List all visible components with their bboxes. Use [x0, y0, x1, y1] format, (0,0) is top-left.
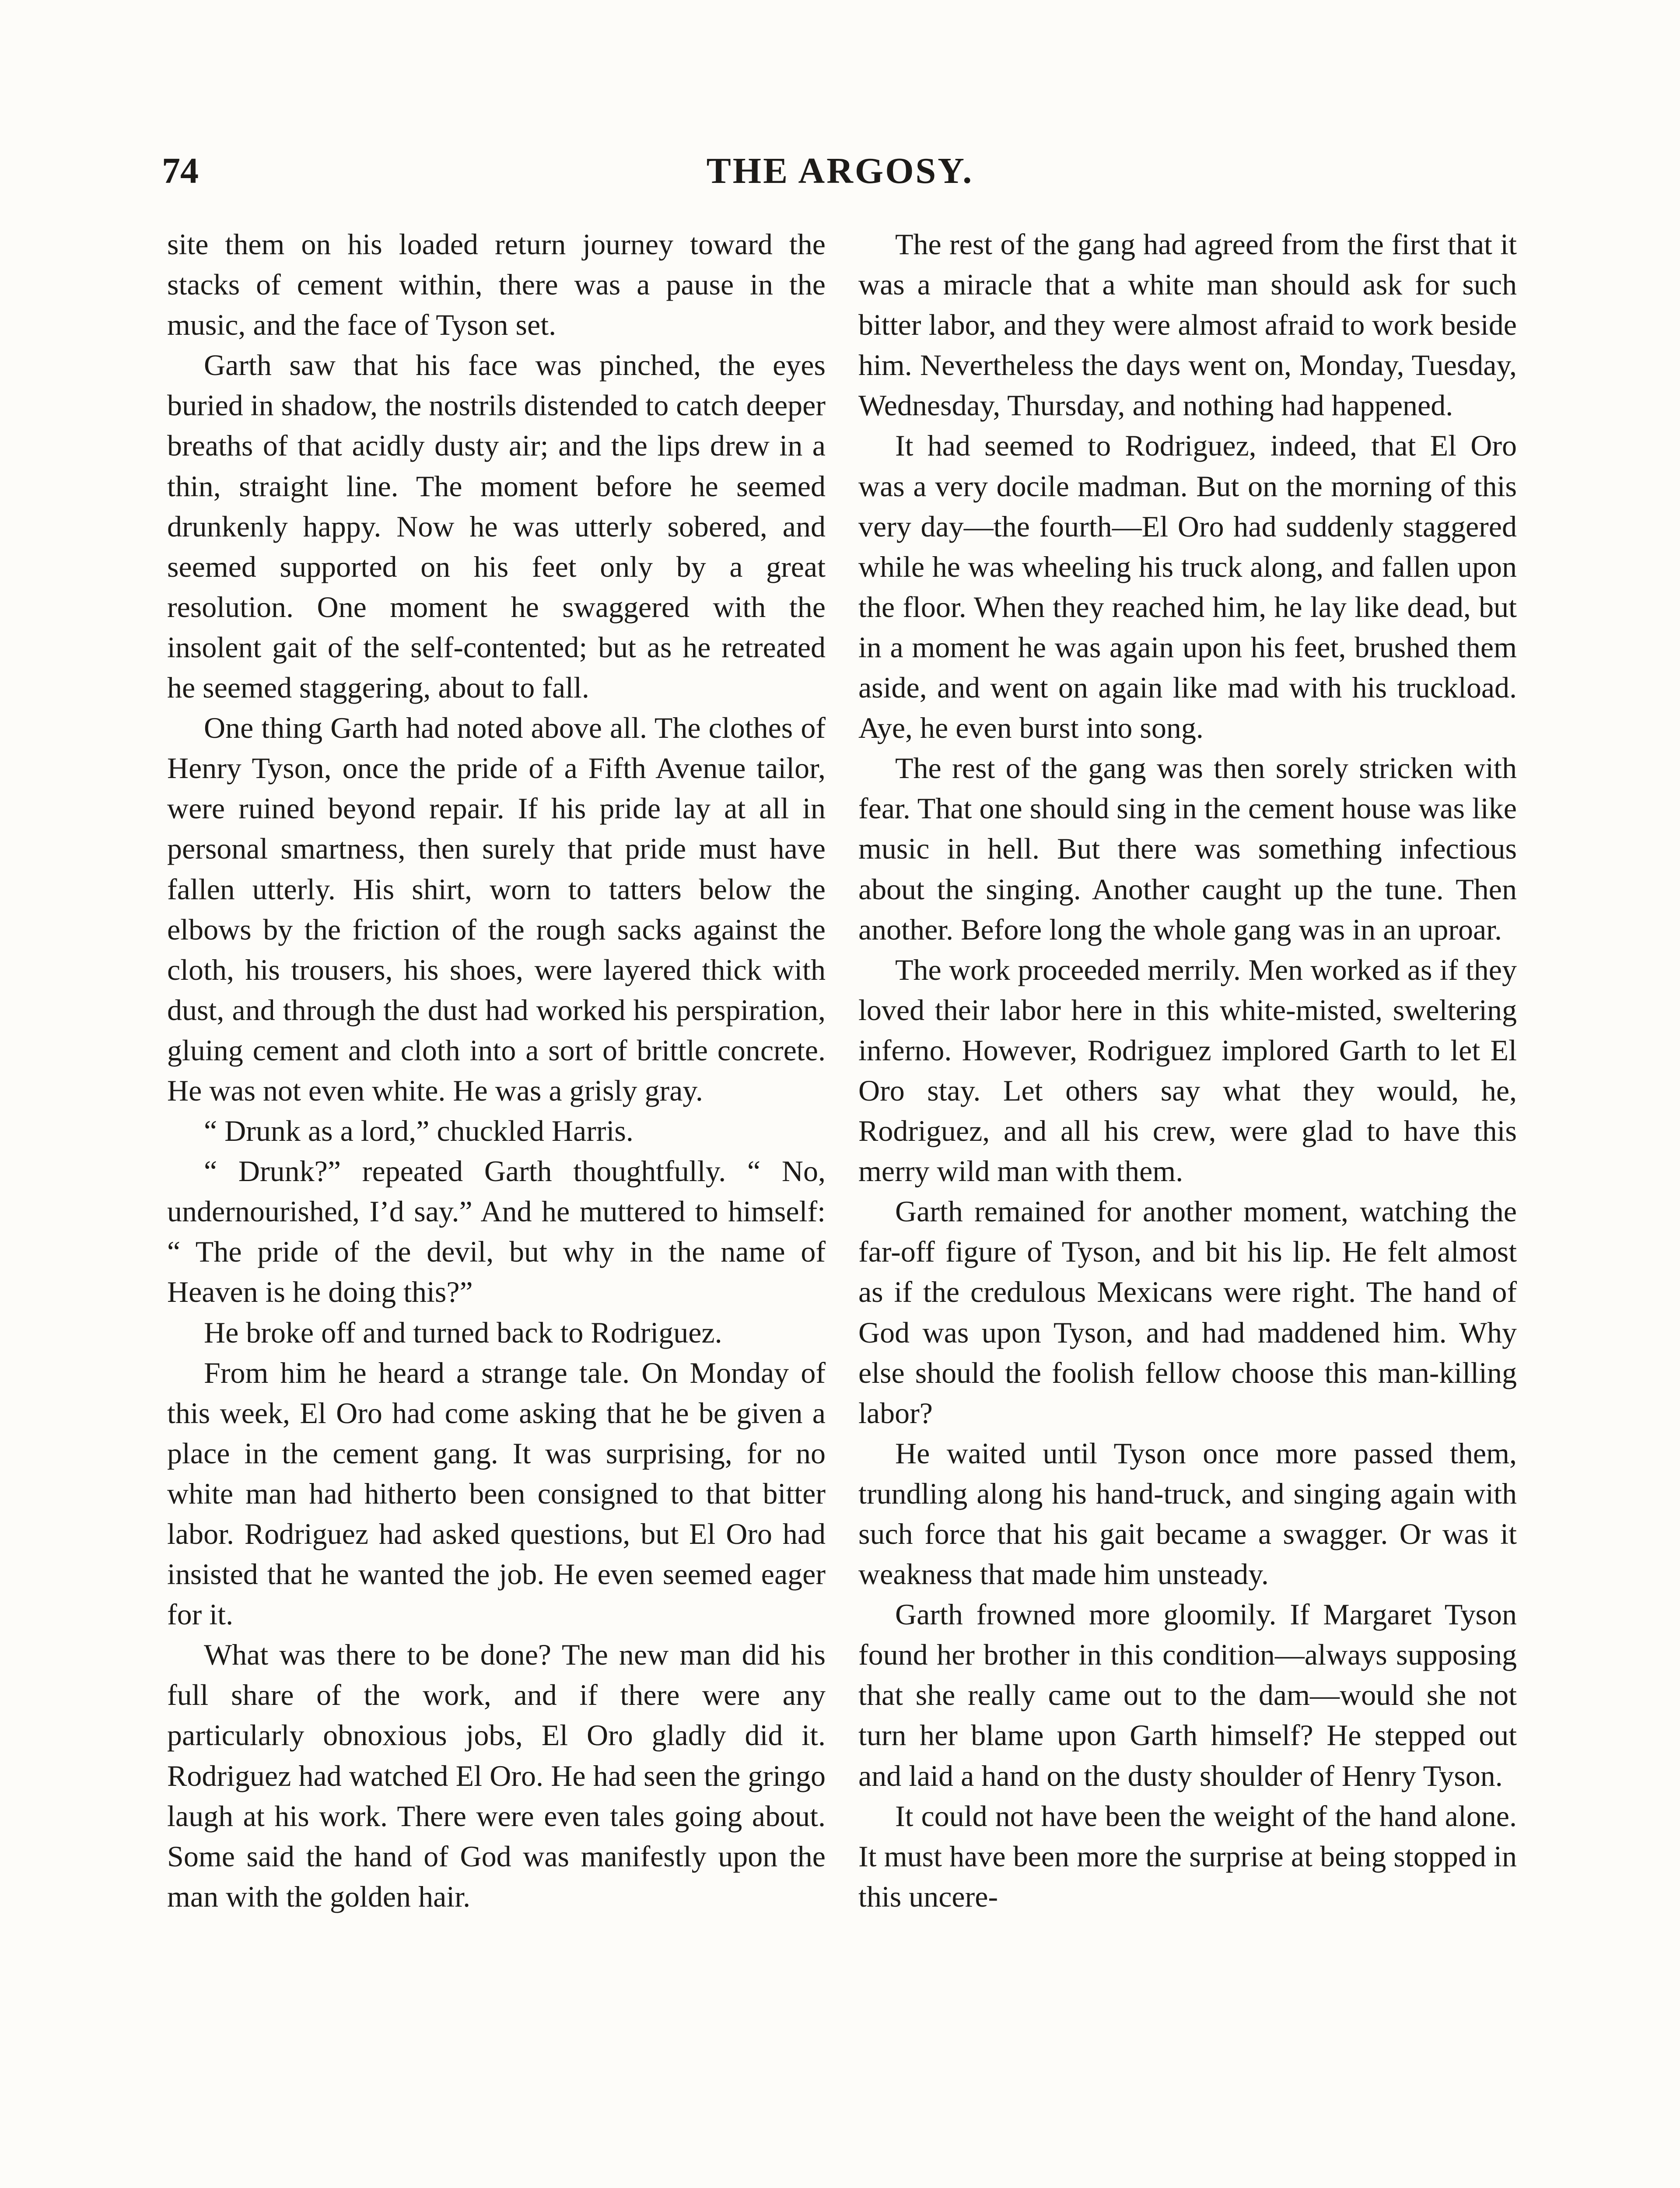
- paragraph: Garth frowned more gloomily. If Margaret Tyson found her brother in this condition—always supposing that she really came out to the dam—would she not turn her blame upon Garth himself? He stepped out and laid a hand on the dusty shoulder of Henry Tyson.: [858, 1598, 1517, 1792]
- right-text-column: [858, 224, 1517, 1917]
- paragraph: The rest of the gang had agreed from the first that it was a miracle that a white man should ask for such bitter labor, and they were almost afraid to work beside him. Nevertheless the days went on, Monday, Tuesday, Wednesday, Thursday, and nothing had happened.: [858, 228, 1517, 422]
- page-number: 74: [162, 151, 199, 191]
- paragraph: “ Drunk as a lord,” chuckled Harris.: [204, 1114, 634, 1148]
- running-head-title: THE ARGOSY.: [706, 151, 974, 191]
- paragraph: He broke off and turned back to Rodriguez.: [204, 1315, 722, 1349]
- left-text-column: [167, 224, 826, 1917]
- paragraph: What was there to be done? The new man did his full share of the work, and if there were any particularly obnoxious jobs, El Oro gladly did it. Rodriguez had watched El Oro. He had seen the gringo laugh at his work. There were even tales going about. Some said the hand of God was manifestly upon the man with the golden hair.: [167, 1638, 826, 1913]
- paragraph: It had seemed to Rodriguez, indeed, that El Oro was a very docile madman. But on the morning of this very day—the fourth—El Oro had suddenly staggered while he was wheeling his truck along, and fallen upon the floor. When they reached him, he lay like dead, but in a moment he was again upon his feet, brushed them aside, and went on again like mad with his truckload. Aye, he even burst into song.: [858, 429, 1517, 745]
- paragraph: The work proceeded merrily. Men worked as if they loved their labor here in this white-misted, sweltering inferno. However, Rodriguez implored Garth to let El Oro stay. Let others say what they would, he, Rodriguez, and all his crew, were glad to have this merry wild man with them.: [858, 953, 1517, 1188]
- paragraph: Garth saw that his face was pinched, the eyes buried in shadow, the nostrils distended to catch deeper breaths of that acidly dusty air; and the lips drew in a thin, straight line. The moment before he seemed drunkenly happy. Now he was utterly sobered, and seemed supported on his feet only by a great resolution. One moment he swaggered with the insolent gait of the self-contented; but as he retreated he seemed staggering, about to fall.: [167, 348, 826, 705]
- paragraph: One thing Garth had noted above all. The clothes of Henry Tyson, once the pride of a Fifth Avenue tailor, were ruined beyond repair. If his pride lay at all in personal smartness, then surely that pride must have fallen utterly. His shirt, worn to tatters below the elbows by the friction of the rough sacks against the cloth, his trousers, his shoes, were layered thick with dust, and through the dust had worked his perspiration, gluing cement and cloth into a sort of brittle concrete. He was not even white. He was a grisly gray.: [167, 711, 826, 1107]
- paragraph: Garth remained for another moment, watching the far-off figure of Tyson, and bit his lip. He felt almost as if the credulous Mexicans were right. The hand of God was upon Tyson, and had maddened him. Why else should the foolish fellow choose this man-killing labor?: [858, 1195, 1517, 1430]
- paragraph: “ Drunk?” repeated Garth thoughtfully. “ No, undernourished, I’d say.” And he muttered to himself: “ The pride of the devil, but why in the name of Heaven is he doing this?”: [167, 1154, 826, 1309]
- paragraph: site them on his loaded return journey toward the stacks of cement within, there was a pause in the music, and the face of Tyson set.: [167, 228, 826, 342]
- paragraph: It could not have been the weight of the hand alone. It must have been more the surprise at being stopped in this uncere-: [858, 1799, 1517, 1913]
- paragraph: The rest of the gang was then sorely stricken with fear. That one should sing in the cement house was like music in hell. But there was something infectious about the singing. Another caught up the tune. Then another. Before long the whole gang was in an uproar.: [858, 751, 1517, 946]
- paragraph: From him he heard a strange tale. On Monday of this week, El Oro had come asking that he be given a place in the cement gang. It was surprising, for no white man had hitherto been consigned to that bitter labor. Rodriguez had asked questions, but El Oro had insisted that he wanted the job. He even seemed eager for it.: [167, 1356, 826, 1631]
- page-header: [162, 147, 1518, 200]
- paragraph: He waited until Tyson once more passed them, trundling along his hand-truck, and singing again with such force that his gait became a swagger. Or was it weakness that made him unsteady.: [858, 1436, 1517, 1591]
